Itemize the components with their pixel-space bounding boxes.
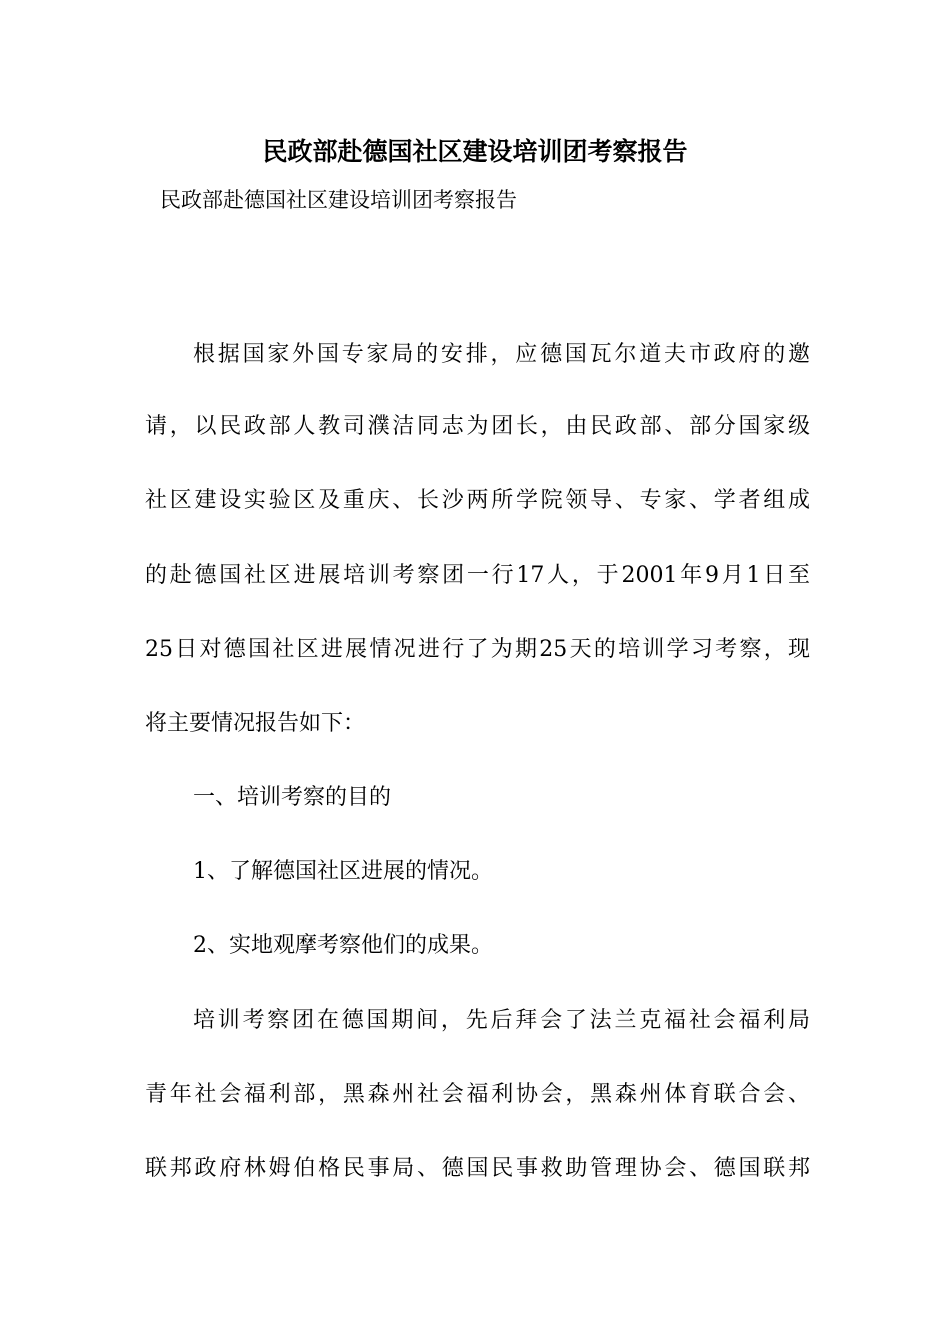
paragraph-line: 青年社会福利部，黑森州社会福利协会，黑森州体育联合会、 — [145, 1082, 810, 1107]
paragraph-line: 的赴德国社区进展培训考察团一行17人，于2001年9月1日至 — [145, 563, 810, 588]
paragraph-line: 联邦政府林姆伯格民事局、德国民事救助管理协会、德国联邦 — [145, 1156, 810, 1181]
paragraph-line: 培训考察团在德国期间，先后拜会了法兰克福社会福利局 — [193, 1008, 810, 1033]
list-item: 1、了解德国社区进展的情况。 — [193, 859, 493, 884]
paragraph-line: 将主要情况报告如下： — [145, 711, 366, 736]
paragraph-line: 请，以民政部人教司濮洁同志为团长，由民政部、部分国家级 — [145, 414, 810, 439]
paragraph-line: 根据国家外国专家局的安排，应德国瓦尔道夫市政府的邀 — [193, 342, 810, 367]
paragraph-line: 25日对德国社区进展情况进行了为期25天的培训学习考察，现 — [145, 637, 810, 662]
paragraph-line: 社区建设实验区及重庆、长沙两所学院领导、专家、学者组成 — [145, 488, 810, 513]
section-heading: 一、培训考察的目的 — [193, 785, 392, 810]
document-subtitle: 民政部赴德国社区建设培训团考察报告 — [160, 188, 517, 212]
list-item: 2、实地观摩考察他们的成果。 — [193, 933, 493, 958]
document-title: 民政部赴德国社区建设培训团考察报告 — [262, 137, 688, 166]
